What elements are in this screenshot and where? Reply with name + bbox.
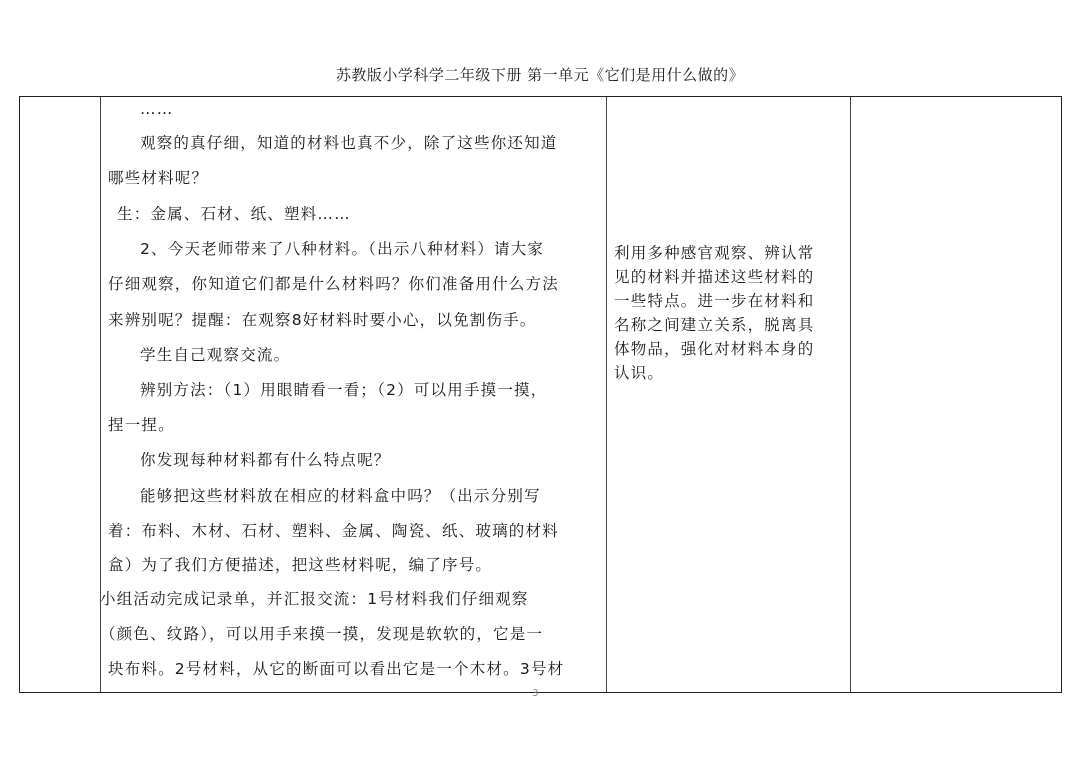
- intent-line: 见的材料并描述这些材料的: [614, 268, 815, 286]
- process-line: 生：金属、石材、纸、塑料……: [117, 205, 351, 223]
- intent-line: 利用多种感官观察、辨认常: [614, 244, 815, 262]
- process-line: 着：布料、木材、石材、塑料、金属、陶瓷、纸、玻璃的材料: [108, 522, 559, 540]
- process-line: （颜色、纹路），可以用手来摸一摸，发现是软软的，它是一: [100, 625, 544, 643]
- process-line: 盒）为了我们方便描述，把这些材料呢，编了序号。: [108, 556, 493, 574]
- process-line: 辨别方法：（1）用眼睛看一看；（2）可以用手摸一摸，: [140, 381, 548, 399]
- process-line: 2、今天老师带来了八种材料。（出示八种材料）请大家: [140, 240, 545, 258]
- process-line: 哪些材料呢？: [108, 169, 209, 187]
- lesson-plan-table: [19, 96, 1062, 693]
- page-number: 3: [532, 688, 539, 699]
- teaching-process-cell: [100, 97, 606, 692]
- process-line: 观察的真仔细，知道的材料也真不少，除了这些你还知道: [140, 134, 558, 152]
- process-line: 小组活动完成记录单，并汇报交流：1号材料我们仔细观察: [100, 590, 529, 608]
- process-line: 学生自己观察交流。: [140, 346, 291, 364]
- intent-line: 名称之间建立关系，脱离具: [614, 316, 815, 334]
- notes-cell: [850, 97, 1061, 692]
- intent-line: 体物品，强化对材料本身的: [614, 340, 815, 358]
- process-line: ……: [140, 100, 174, 118]
- process-line: 仔细观察，你知道它们都是什么材料吗？你们准备用什么方法: [108, 275, 559, 293]
- intent-line: 认识。: [614, 364, 665, 382]
- process-line: 来辨别呢？提醒：在观察8好材料时要小心，以免割伤手。: [108, 311, 537, 329]
- process-line: 捏一捏。: [108, 416, 175, 434]
- intent-line: 一些特点。进一步在材料和: [614, 292, 815, 310]
- process-line: 你发现每种材料都有什么特点呢？: [140, 451, 391, 469]
- design-intent-cell: [606, 97, 850, 692]
- page-header: 苏教版小学科学二年级下册 第一单元《它们是用什么做的》: [335, 66, 745, 84]
- process-line: 块布料。2号材料，从它的断面可以看出它是一个木材。3号材: [108, 660, 565, 678]
- process-line: 能够把这些材料放在相应的材料盒中吗？（出示分别写: [140, 487, 541, 505]
